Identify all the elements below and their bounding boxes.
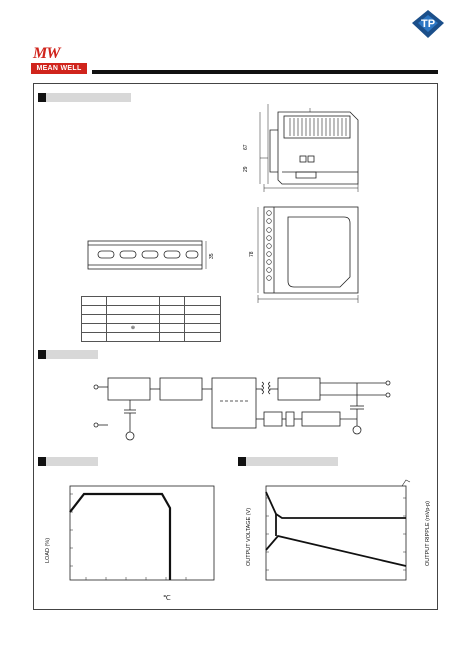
front-view-drawing	[240, 203, 370, 305]
static-characteristics-chart	[262, 478, 412, 584]
static-y-left-label: OUTPUT VOLTAGE (V)	[246, 507, 252, 566]
section-header-derating-curve	[38, 457, 98, 466]
section-header-static-characteristics	[238, 457, 338, 466]
dim-lower-side: 29	[243, 166, 249, 172]
output-voltage-line	[266, 492, 406, 518]
dim-rail: 35	[209, 253, 215, 259]
din-rail-drawing	[84, 235, 224, 275]
derating-x-unit: ℃	[163, 595, 171, 602]
terminal-spec-table	[81, 296, 221, 342]
derating-curve-line	[70, 494, 170, 580]
block-diagram	[90, 370, 400, 450]
section-header-mechanical	[38, 93, 131, 102]
output-ripple-line	[266, 536, 406, 566]
side-view-drawing	[240, 100, 370, 195]
ground-symbol-cell: ⊕	[107, 324, 160, 333]
tp-badge-logo	[408, 7, 448, 41]
tp-badge-text: TP	[420, 18, 436, 30]
dim-height-front: 78	[249, 251, 255, 257]
section-header-block-diagram	[38, 350, 98, 359]
derating-curve-chart	[66, 484, 216, 584]
mean-well-logo-mark: MW	[33, 45, 60, 62]
header-rule	[92, 70, 438, 74]
mean-well-logo-text: MEAN WELL	[31, 63, 87, 74]
derating-y-axis-label: LOAD (%)	[45, 537, 51, 563]
static-y-right-label: OUTPUT RIPPLE (mVp-p)	[425, 501, 431, 566]
dim-height-side: 67	[243, 144, 249, 150]
